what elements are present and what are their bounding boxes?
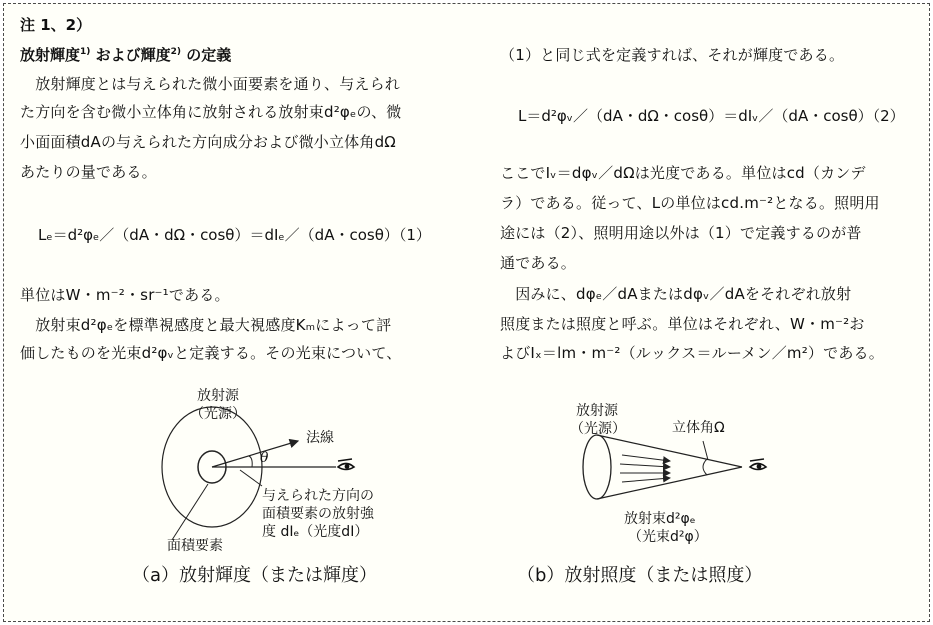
caption-a: （a）放射輝度（または輝度） [132,565,378,586]
formula-2: L＝d²φᵥ／（dA・dΩ・cosθ）＝dIᵥ／（dA・cosθ）（2） [518,107,905,125]
source-disc-ellipse [583,435,611,499]
para1-line: 小面面積dAの与えられた方向成分および微小立体角dΩ [20,133,396,151]
area-element-label: 面積要素 [167,538,223,554]
cone-lower-edge [597,467,742,499]
unit-line: 単位はW・m⁻²・sr⁻¹である。 [20,286,230,304]
para1-line: あたりの量である。 [20,163,157,181]
solid-angle-arc [703,459,707,475]
solid-angle-label: 立体角Ω [672,420,725,436]
intensity-label: 与えられた方向の [262,488,374,504]
source-label: （光源） [190,406,246,422]
para1-line: た方向を含む微小立体角に放射される放射束d²φₑの、微 [20,103,402,121]
source-label: 放射源 [197,388,239,404]
para3-line: ここでIᵥ＝dφᵥ／dΩは光度である。単位はcd（カンデ [500,164,866,182]
formula-1: Lₑ＝d²φₑ／（dA・dΩ・cosθ）＝dIₑ／（dA・cosθ）（1） [38,226,431,244]
source-label: （光源） [570,421,626,437]
para1-line: 放射輝度とは与えられた微小面要素を通り、与えられ [20,75,401,93]
intensity-leader-line [240,470,262,486]
para2-line: 価したものを光束d²φᵥと定義する。その光束について、 [20,344,402,362]
para3-line: 途には（2）、照明用途以外は（1）で定義するのが普 [500,224,862,242]
flux-arrow [622,455,670,461]
intensity-label: 面積要素の放射強 [262,506,374,522]
heading-part: の定義 [181,46,232,64]
solid-angle-leader-line [703,441,708,460]
intensity-label: 度 dIₑ（光度dI） [262,524,369,540]
theta-label: θ [260,450,269,466]
right-line1: （1）と同じ式を定義すれば、それが輝度である。 [500,46,845,64]
para4-line: よびIₓ＝lm・m⁻²（ルックス＝ルーメン／m²）である。 [500,344,884,362]
flux-arrow [622,478,670,482]
normal-arrow [212,441,298,467]
para4-line: 因みに、dφₑ／dAまたはdφᵥ／dAをそれぞれ放射 [500,285,852,303]
source-label: 放射源 [576,403,618,419]
flux-label: 放射束d²φₑ [624,511,696,527]
heading-part: 放射輝度 [20,46,81,64]
flux-arrow [620,464,670,467]
para3-line: ラ）である。従って、Lの単位はcd.m⁻²となる。照明用 [500,194,880,212]
cone-upper-edge [597,435,742,467]
note-heading: 注 1、2） [20,16,92,34]
caption-b: （b）放射照度（または照度） [517,565,763,586]
eye-icon [338,459,354,470]
diagram-b [583,435,766,499]
para4-line: 照度または照度と呼ぶ。単位はそれぞれ、W・m⁻²お [500,315,865,333]
normal-label: 法線 [306,430,334,446]
para3-line: 通である。 [500,254,577,272]
eye-icon [750,459,766,470]
theta-arc [249,456,252,467]
footnote-ref-2: 2) [170,47,182,57]
flux-label: （光束d²φ） [628,529,708,545]
footnote-ref-1: 1) [80,47,91,57]
para2-line: 放射束d²φₑを標準視感度と最大視感度Kₘによって評 [20,316,392,334]
heading-part: および輝度 [90,46,171,64]
area-leader-line [172,484,208,540]
